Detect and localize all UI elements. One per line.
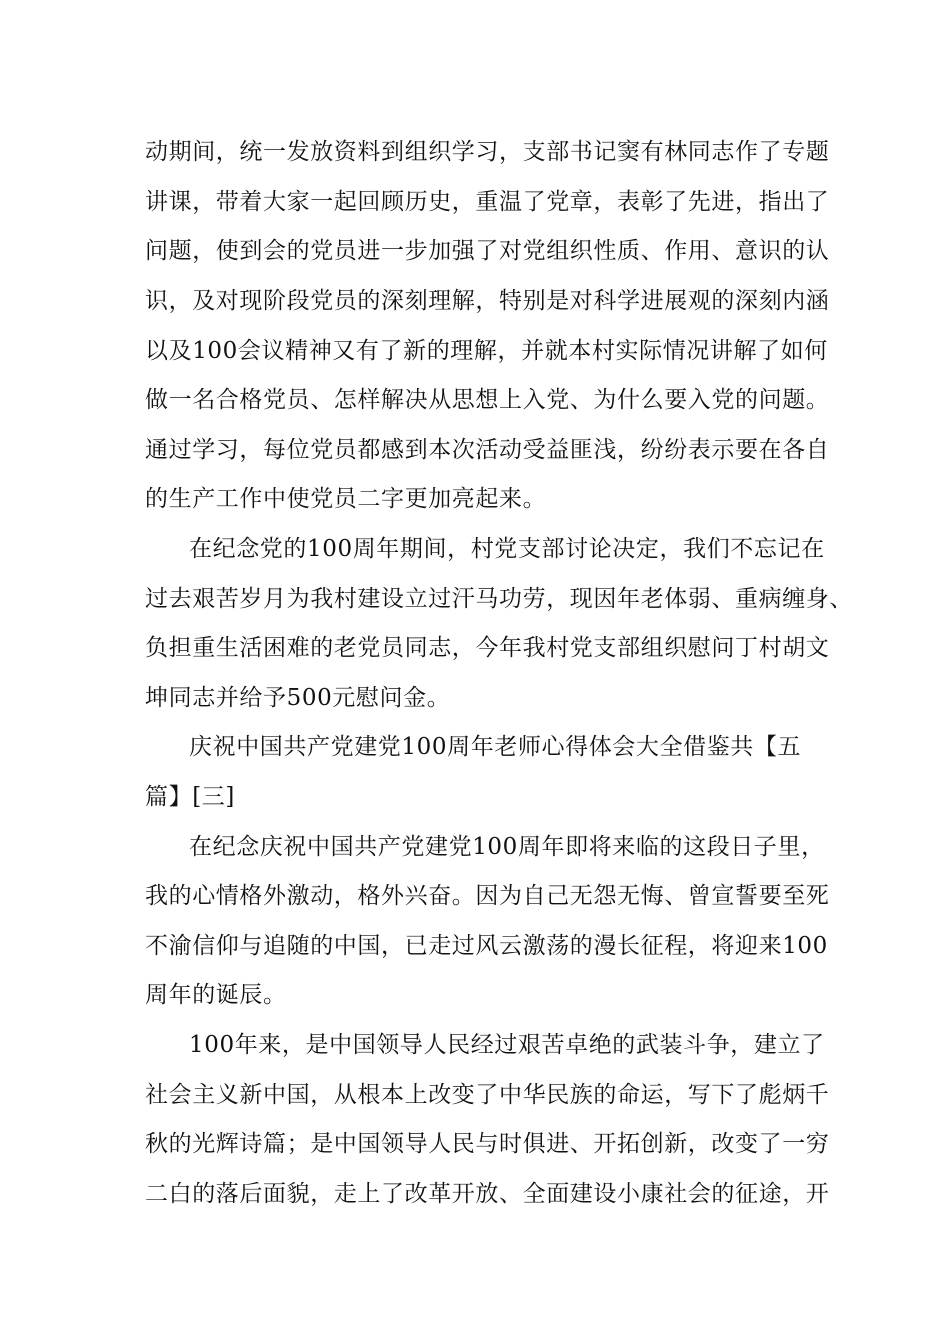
text-line: 的生产工作中使党员二字更加亮起来。 [145,486,547,512]
text-line: 识，及对现阶段党员的深刻理解，特别是对科学进展观的深刻内涵 [145,288,830,314]
text-line: 负担重生活困难的老党员同志，今年我村党支部组织慰问丁村胡文 [145,635,830,661]
section-heading-continued: 篇】[三] [145,784,235,810]
text-line: 不渝信仰与追随的中国，已走过风云激荡的漫长征程，将迎来100 [145,933,828,959]
text-line: 坤同志并给予500元慰问金。 [145,685,451,711]
paragraph-first-line: 100年来，是中国领导人民经过艰苦卓绝的武装斗争，建立了 [189,1032,825,1058]
text-line: 做一名合格党员、怎样解决从思想上入党、为什么要入党的问题。 [145,387,830,413]
paragraph-first-line: 在纪念党的100周年期间，村党支部讨论决定，我们不忘记在 [189,536,825,562]
section-heading: 庆祝中国共产党建党100周年老师心得体会大全借鉴共【五 [189,734,802,760]
paragraph-first-line: 在纪念庆祝中国共产党建党100周年即将来临的这段日子里， [189,834,825,860]
text-line: 秋的光辉诗篇；是中国领导人民与时俱进、开拓创新，改变了一穷 [145,1131,830,1157]
text-line: 社会主义新中国，从根本上改变了中华民族的命运，写下了彪炳千 [145,1082,830,1108]
text-line: 问题，使到会的党员进一步加强了对党组织性质、作用、意识的认 [145,238,830,264]
text-line: 我的心情格外激动，格外兴奋。因为自己无怨无悔、曾宣誓要至死 [145,883,830,909]
text-line: 周年的诞辰。 [145,982,287,1008]
text-line: 以及100会议精神又有了新的理解，并就本村实际情况讲解了如何 [145,338,828,364]
text-line: 二白的落后面貌，走上了改革开放、全面建设小康社会的征途，开 [145,1181,830,1207]
text-line: 动期间，统一发放资料到组织学习，支部书记窦有林同志作了专题 [145,139,830,165]
text-line: 讲课，带着大家一起回顾历史，重温了党章，表彰了先进，指出了 [145,189,830,215]
text-line: 通过学习，每位党员都感到本次活动受益匪浅，纷纷表示要在各自 [145,437,830,463]
text-line: 过去艰苦岁月为我村建设立过汗马功劳，现因年老体弱、重病缠身、 [145,586,853,612]
